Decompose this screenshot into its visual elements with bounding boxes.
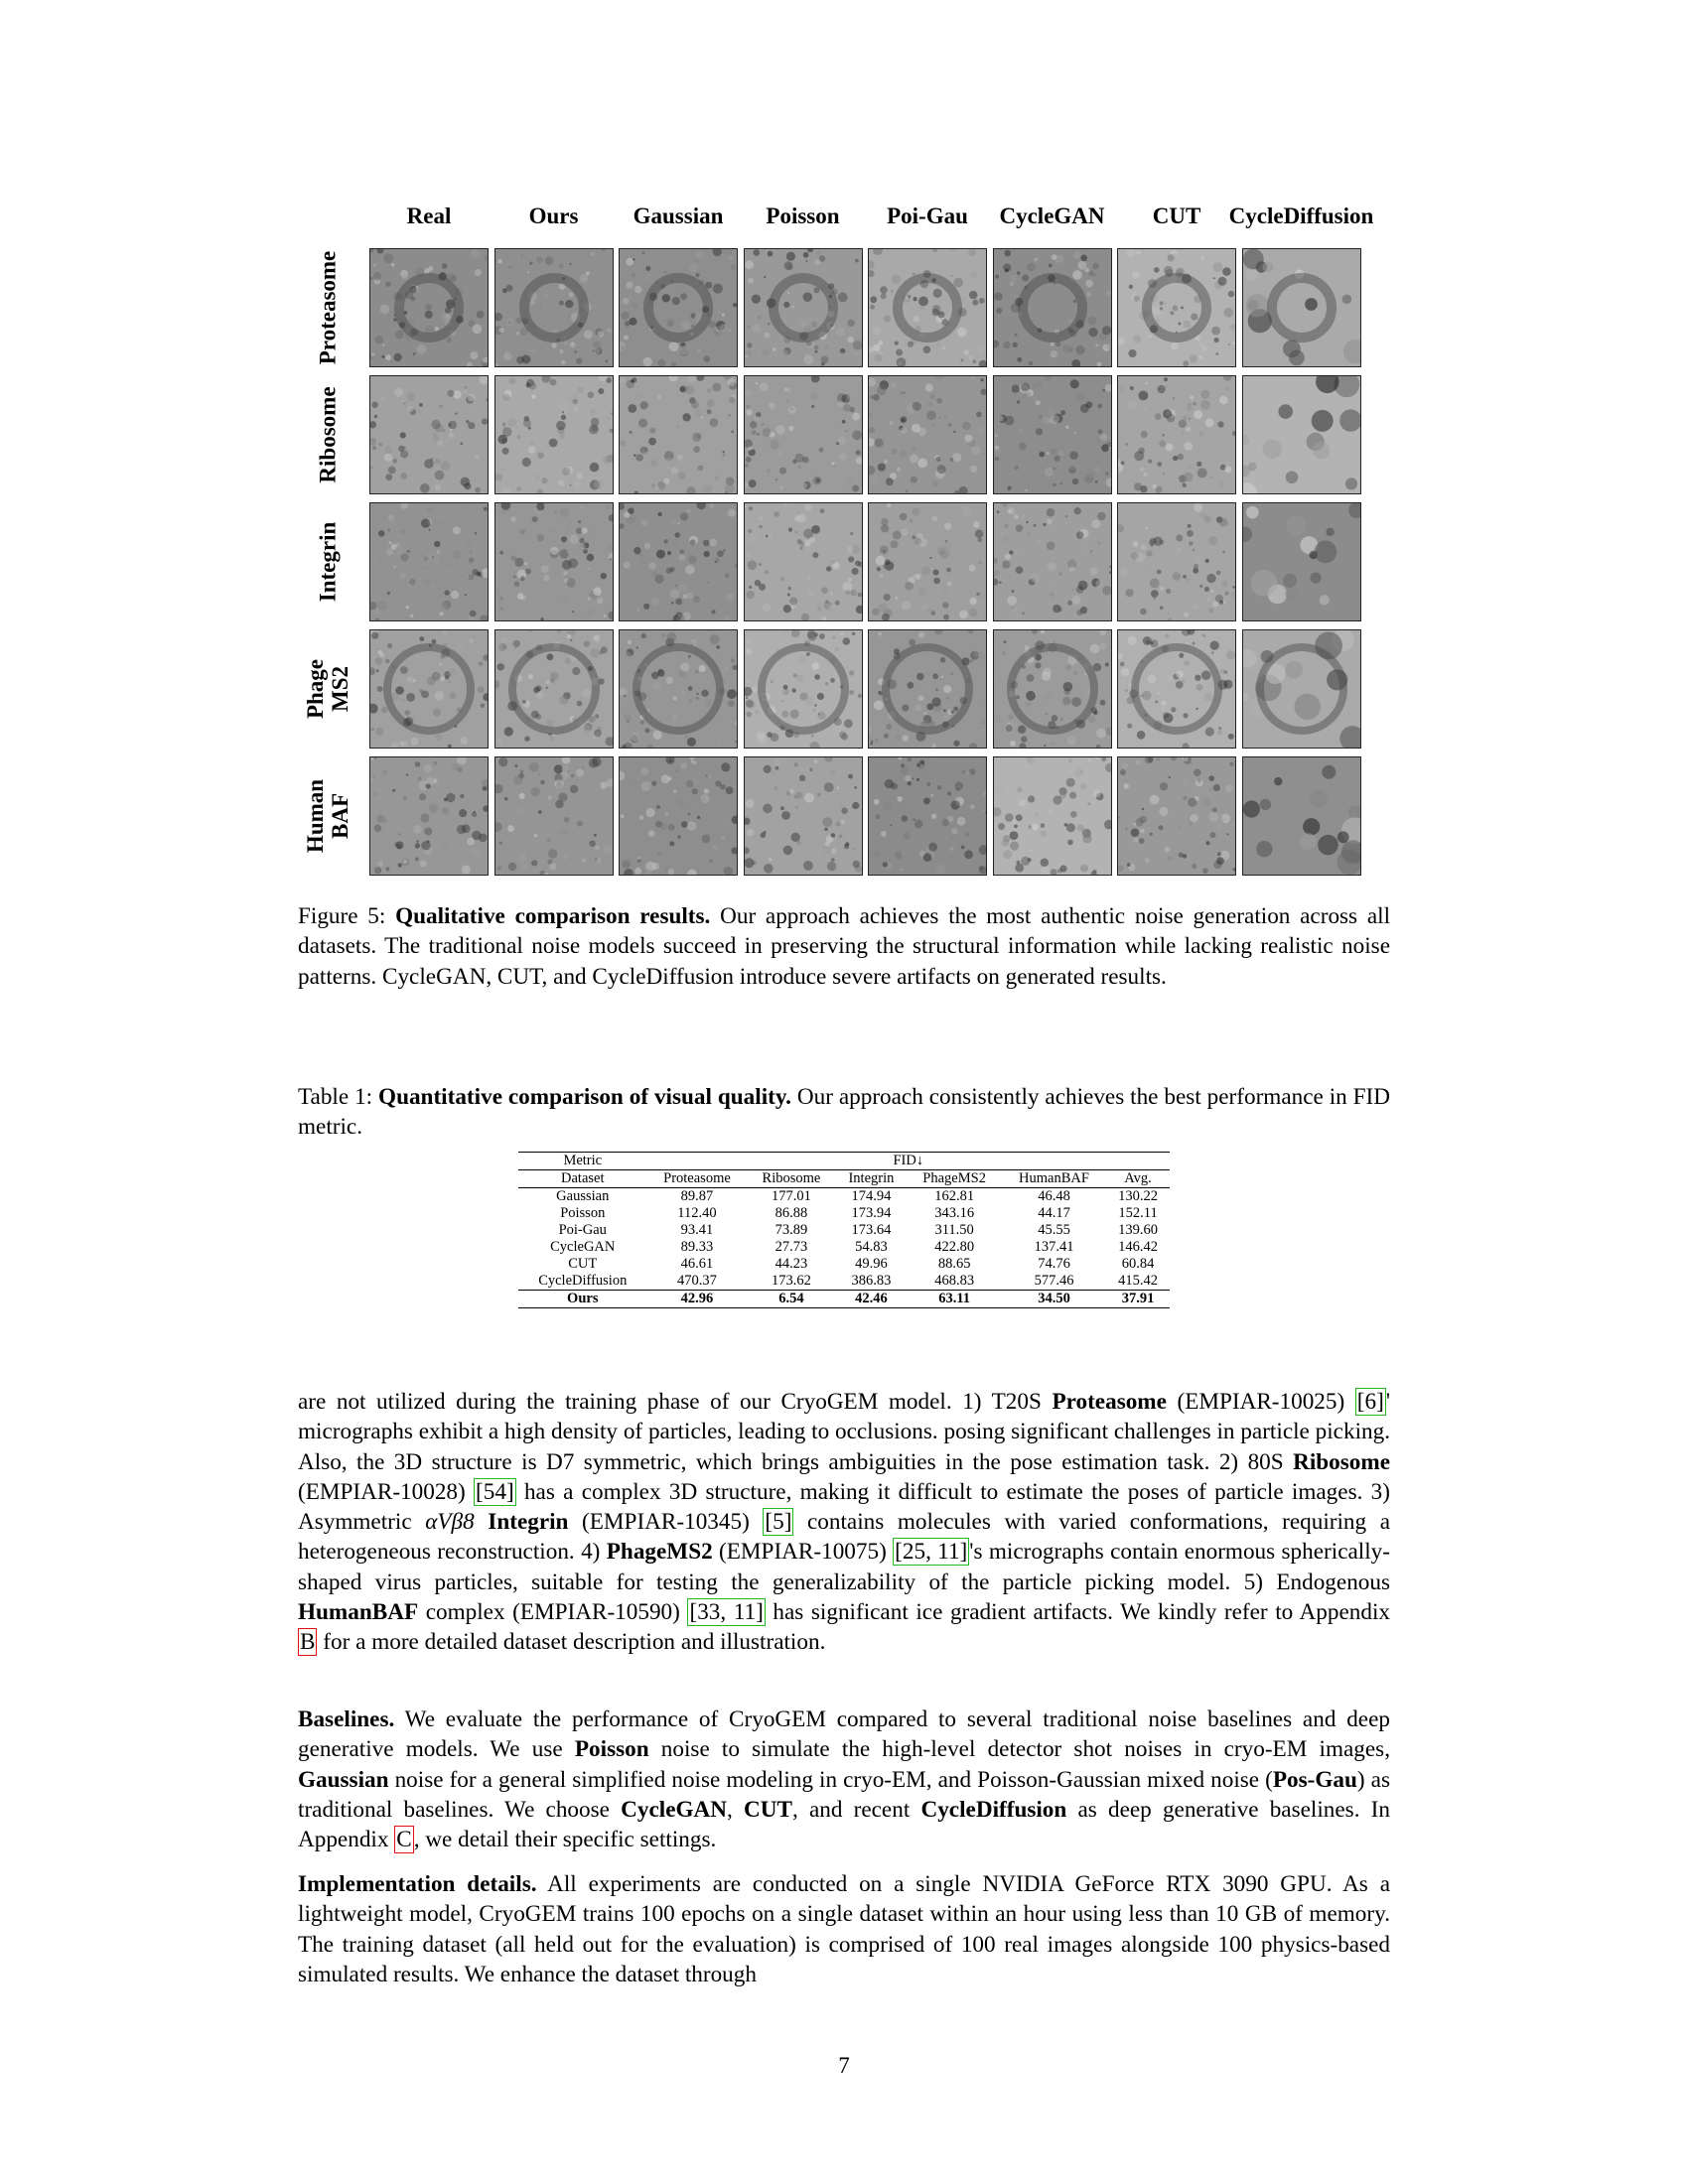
- micrograph-tile: [744, 756, 863, 876]
- row-label-line: Phage: [303, 658, 328, 720]
- table-row: [518, 1188, 1170, 1206]
- paragraph-heading: Baselines.: [298, 1706, 395, 1732]
- row-label-line: Ribosome: [315, 386, 341, 483]
- micrograph-tile: [744, 629, 863, 749]
- table-header-cell: Ribosome: [747, 1170, 835, 1188]
- table-cell: 88.65: [937, 1256, 971, 1272]
- row-label-line: Human: [303, 778, 328, 854]
- micrograph-tile: [619, 629, 738, 749]
- math-inline: αVβ8: [425, 1509, 475, 1536]
- micrograph-tile: [1117, 502, 1236, 621]
- table-cell: 54.83: [855, 1239, 888, 1255]
- table-cell: 86.88: [774, 1205, 808, 1221]
- table-row: [518, 1239, 1170, 1256]
- figure-5: [298, 204, 1390, 879]
- micrograph-tile: [1242, 756, 1361, 876]
- micrograph-tile: [993, 756, 1112, 876]
- micrograph-tile: [369, 248, 489, 367]
- table-cell: 468.83: [934, 1273, 975, 1289]
- table-header-cell: Avg.: [1106, 1170, 1170, 1188]
- citation-link[interactable]: [6]: [1356, 1389, 1384, 1415]
- page-number: 7: [838, 2053, 850, 2078]
- table-cell: 63.11: [907, 1291, 1002, 1308]
- table-cell: Poisson: [560, 1205, 606, 1221]
- micrograph-tile: [494, 375, 614, 494]
- table-row-best: [518, 1291, 1170, 1308]
- table-cell: 73.89: [774, 1222, 808, 1238]
- citation-link[interactable]: [5]: [765, 1509, 792, 1536]
- table-row: [518, 1256, 1170, 1273]
- micrograph-tile: [993, 248, 1112, 367]
- table-cell: 44.17: [1038, 1205, 1070, 1221]
- micrograph-tile: [868, 502, 987, 621]
- table-cell: CycleGAN: [550, 1239, 616, 1255]
- micrograph-tile: [619, 756, 738, 876]
- table-cell: 6.54: [747, 1291, 835, 1308]
- table-cell: 89.87: [680, 1188, 714, 1204]
- table-cell: 93.41: [680, 1222, 714, 1238]
- micrograph-tile: [868, 248, 987, 367]
- column-header: Real: [406, 204, 452, 228]
- table-metric-row: [518, 1153, 1170, 1170]
- micrograph-tile: [744, 375, 863, 494]
- table-cell: 42.46: [835, 1291, 907, 1308]
- paragraph-heading: Implementation details.: [298, 1871, 537, 1897]
- column-header: Poi-Gau: [887, 204, 968, 228]
- micrograph-tile: [1117, 629, 1236, 749]
- table-cell: 34.50: [1002, 1291, 1106, 1308]
- table-cell: 46.48: [1038, 1188, 1070, 1204]
- micrograph-tile: [868, 756, 987, 876]
- table-cell: CUT: [568, 1256, 598, 1272]
- table-cell: 46.61: [680, 1256, 714, 1272]
- micrograph-tile: [369, 502, 489, 621]
- body-paragraph-baselines: Baselines. We evaluate the performance of CryoGEM compared to several traditional noise baselines and deep generative models. We use Poisson noise to simulate the high-level detector shot noises in cryo-EM images, Gaussian noise for a general simplified noise modeling in cryo-EM, and Poisson-Gaussian mixed noise (Pos-Gau) as traditional baselines. We choose CycleGAN, CUT, and recent CycleDiffusion as deep generative baselines. In Appendix C, we detail their specific settings.: [298, 1706, 1390, 1853]
- micrograph-tile: [1117, 756, 1236, 876]
- table-header-cell: PhageMS2: [907, 1170, 1002, 1188]
- table-row: [518, 1205, 1170, 1222]
- table-header-cell: Proteasome: [647, 1170, 748, 1188]
- figure-caption-title: Qualitative comparison results.: [395, 903, 711, 929]
- column-header: CycleGAN: [999, 204, 1105, 228]
- table-cell: 577.46: [1034, 1273, 1074, 1289]
- table-cell: 162.81: [934, 1188, 975, 1204]
- body-paragraph-implementation: Implementation details. All experiments are conducted on a single NVIDIA GeForce RTX 3090 GPU. As a lightweight model, CryoGEM trains 100 epochs on a single dataset within an hour using less than 10 GB of memory. The training dataset (all held out for the evaluation) is comprised of 100 real images alongside 100 physics-based simulated results. We enhance the dataset through: [298, 1871, 1390, 1987]
- table-cell: 415.42: [1118, 1273, 1158, 1289]
- appendix-link[interactable]: C: [396, 1827, 412, 1853]
- table-cell: Poi-Gau: [558, 1222, 607, 1238]
- micrograph-tile: [1242, 248, 1361, 367]
- table-header-cell: Dataset: [518, 1170, 647, 1188]
- micrograph-tile: [744, 502, 863, 621]
- table-cell: 470.37: [677, 1273, 717, 1289]
- citation-link[interactable]: [54]: [476, 1478, 514, 1505]
- figure-caption-prefix: Figure 5:: [298, 903, 396, 929]
- table-cell: 146.42: [1118, 1239, 1158, 1255]
- table-cell: 74.76: [1038, 1256, 1070, 1272]
- micrograph-tile: [619, 375, 738, 494]
- row-label-line: MS2: [328, 666, 352, 712]
- column-header: Poisson: [766, 204, 840, 228]
- table-cell: Ours: [518, 1291, 647, 1308]
- metric-label: Metric: [518, 1153, 647, 1170]
- column-header: Ours: [528, 204, 579, 228]
- micrograph-tile: [494, 248, 614, 367]
- metric-name: FID↓: [647, 1153, 1170, 1170]
- micrograph-tile: [1242, 502, 1361, 621]
- micrograph-tile: [494, 756, 614, 876]
- table-cell: 173.64: [851, 1222, 892, 1238]
- table-cell: 112.40: [677, 1205, 717, 1221]
- table-cell: 42.96: [647, 1291, 748, 1308]
- micrograph-tile: [369, 629, 489, 749]
- table-cell: 343.16: [934, 1205, 975, 1221]
- table-caption-prefix: Table 1:: [298, 1084, 379, 1110]
- fid-table: [518, 1152, 1170, 1308]
- table-cell: 44.23: [774, 1256, 808, 1272]
- micrograph-tile: [494, 629, 614, 749]
- table-cell: 137.41: [1034, 1239, 1074, 1255]
- table-cell: CycleDiffusion: [538, 1273, 628, 1289]
- column-header: CycleDiffusion: [1228, 204, 1374, 228]
- table-cell: 173.62: [772, 1273, 811, 1289]
- micrograph-tile: [494, 502, 614, 621]
- micrograph-tile: [744, 248, 863, 367]
- micrograph-tile: [1242, 375, 1361, 494]
- citation-link[interactable]: [33, 11]: [689, 1599, 764, 1626]
- table-cell: 37.91: [1106, 1291, 1170, 1308]
- table-caption-title: Quantitative comparison of visual quality.: [378, 1084, 791, 1110]
- column-header: Gaussian: [633, 204, 724, 228]
- table-cell: 27.73: [774, 1239, 808, 1255]
- micrograph-tile: [993, 375, 1112, 494]
- micrograph-tile: [868, 375, 987, 494]
- body-paragraph-datasets: are not utilized during the training phase of our CryoGEM model. 1) T20S Proteasome (EMPIAR-10025) [6]' micrographs exhibit a high density of particles, leading to occlusions. posing significant challenges in particle picking. Also, the 3D structure is D7 symmetric, which brings ambiguities in the pose estimation task. 2) 80S Ribosome (EMPIAR-10028) [54] has a complex 3D structure, making it difficult to estimate the poses of particle images. 3) Asymmetric αVβ8 Integrin (EMPIAR-10345) [5] contains molecules with varied conformations, requiring a heterogeneous reconstruction. 4) PhageMS2 (EMPIAR-10075) [25, 11]'s micrographs contain enormous spherically-shaped virus particles, suitable for testing the generalizability of the particle picking model. 5) Endogenous HumanBAF complex (EMPIAR-10590) [33, 11] has significant ice gradient artifacts. We kindly refer to Appendix B for a more detailed dataset description and illustration.: [298, 1389, 1391, 1656]
- citation-link[interactable]: [25, 11]: [895, 1539, 968, 1566]
- appendix-link[interactable]: B: [300, 1629, 316, 1656]
- table-cell: 130.22: [1118, 1188, 1158, 1204]
- table-header-cell: Integrin: [835, 1170, 907, 1188]
- table-cell: 89.33: [680, 1239, 714, 1255]
- column-header: CUT: [1152, 204, 1201, 228]
- table-cell: 311.50: [934, 1222, 974, 1238]
- micrograph-tile: [619, 248, 738, 367]
- micrograph-tile: [369, 375, 489, 494]
- micrograph-tile: [369, 756, 489, 876]
- table-caption-text: Our approach consistently achieves the best performance in FID metric.: [298, 1084, 1391, 1141]
- table-cell: 152.11: [1118, 1205, 1158, 1221]
- row-label-line: Integrin: [315, 521, 341, 603]
- table-cell: 45.55: [1038, 1222, 1070, 1238]
- table-header-cell: HumanBAF: [1002, 1170, 1106, 1188]
- figure-caption-text: Our approach achieves the most authentic noise generation across all datasets. The traditional noise models succeed in preserving the structural information while lacking realistic noise patterns. CycleGAN, CUT, and CycleDiffusion introduce severe artifacts on generated results.: [298, 903, 1391, 990]
- micrograph-tile: [993, 629, 1112, 749]
- table-row: [518, 1273, 1170, 1291]
- micrograph-tile: [619, 502, 738, 621]
- row-label-line: Proteasome: [315, 250, 341, 365]
- micrograph-tile: [1117, 248, 1236, 367]
- figure-caption: [298, 901, 1390, 992]
- table-cell: 49.96: [855, 1256, 888, 1272]
- table-cell: 174.94: [851, 1188, 892, 1204]
- table-cell: 60.84: [1121, 1256, 1155, 1272]
- table-cell: 386.83: [851, 1273, 892, 1289]
- table-cell: 422.80: [934, 1239, 975, 1255]
- table-caption: [298, 1082, 1390, 1143]
- table-header-row: [518, 1170, 1170, 1188]
- micrograph-tile: [1242, 629, 1361, 749]
- micrograph-tile: [1117, 375, 1236, 494]
- table-cell: Gaussian: [556, 1188, 610, 1204]
- table-cell: 177.01: [772, 1188, 811, 1204]
- table-cell: 173.94: [851, 1205, 892, 1221]
- table-row: [518, 1222, 1170, 1239]
- row-label-line: BAF: [328, 793, 352, 840]
- micrograph-tile: [868, 629, 987, 749]
- micrograph-tile: [993, 502, 1112, 621]
- table-cell: 139.60: [1118, 1222, 1158, 1238]
